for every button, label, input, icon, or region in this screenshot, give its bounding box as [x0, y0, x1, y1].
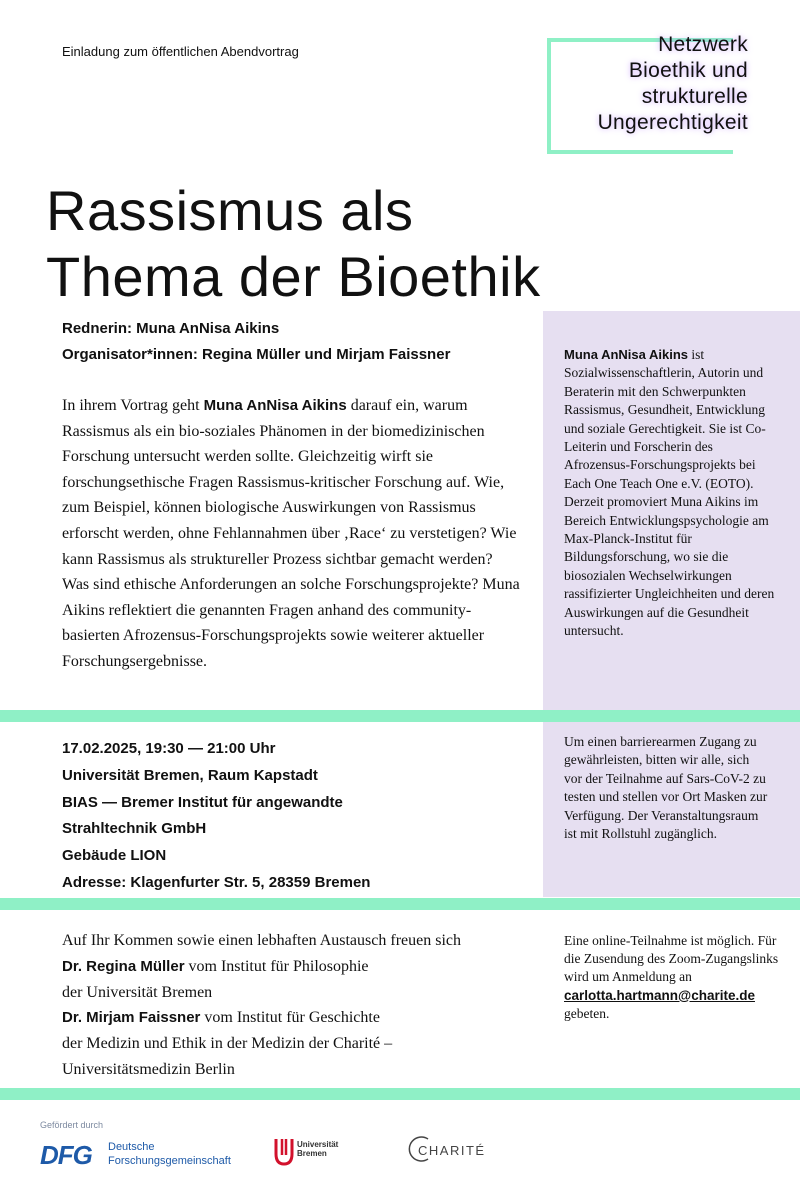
university-bremen-name: [297, 1140, 338, 1158]
network-logo-line: Bioethik und: [628, 59, 748, 82]
host-affiliation: der Universität Bremen: [62, 983, 213, 1001]
host-entry: [62, 1005, 532, 1031]
event-address: Adresse: Klagenfurter Str. 5, 28359 Bremen: [62, 873, 371, 891]
event-institute-cont: Strahltechnik GmbH: [62, 820, 207, 838]
email-link[interactable]: carlotta.hartmann@charite.de: [564, 987, 755, 1003]
university-bremen-icon: [273, 1137, 295, 1167]
dfg-logo: DFG: [40, 1140, 92, 1170]
funded-by-label: Gefördert durch: [40, 1120, 104, 1130]
dfg-name-line: Forschungsgemeinschaft: [108, 1155, 231, 1167]
network-logo-line: Netzwerk: [658, 33, 748, 56]
event-location: Universität Bremen, Raum Kapstadt: [62, 766, 318, 784]
hosts-block: [62, 928, 532, 1083]
hosts-intro: Auf Ihr Kommen sowie einen lebhaften Austausch freuen sich: [62, 932, 461, 949]
invitation-label: Einladung zum öffentlichen Abendvortrag: [62, 44, 299, 59]
host-affiliation: vom Institut für Geschichte: [204, 1009, 380, 1027]
online-suffix: gebeten.: [564, 1005, 610, 1021]
event-details: [62, 736, 370, 897]
host-name: Dr. Regina Müller: [62, 957, 185, 975]
speaker-block: [62, 316, 450, 368]
event-institute: BIAS — Bremer Institut für angewandte: [62, 793, 343, 811]
speaker-line: Rednerin: Muna AnNisa Aikins: [62, 320, 280, 337]
university-name-line: Universität: [297, 1140, 339, 1149]
divider-band: [0, 710, 800, 722]
page-title: [46, 178, 541, 310]
host-affiliation: vom Institut für Philosophie: [188, 957, 369, 975]
title-line: Rassismus als: [46, 178, 414, 242]
event-datetime: 17.02.2025, 19:30 — 21:00 Uhr: [62, 740, 276, 757]
divider-band: [0, 1088, 800, 1100]
abstract-intro: In ihrem Vortrag geht: [62, 397, 200, 414]
bio-name: Muna AnNisa Aikins: [564, 347, 689, 362]
abstract-speaker-name: Muna AnNisa Aikins: [203, 397, 347, 414]
accessibility-note: Um einen barrierearmen Zugang zu gewährleisten, bitten wir alle, sich vor der Teilnahme auf Sars-CoV-2 zu testen und stellen vor Ort Masken zur Verfügung. Der Veranstaltungsraum ist mit Rollstuhl zugänglich.: [564, 734, 768, 842]
network-logo-line: strukturelle: [641, 85, 748, 108]
host-name: Dr. Mirjam Faissner: [62, 1009, 201, 1027]
online-text: Eine online-Teilnahme ist möglich. Für die Zusendung des Zoom-Zugangslinks wird um Anmeldung an: [564, 933, 779, 985]
bio-text: ist Sozialwissenschaftlerin, Autorin und Beraterin mit den Schwerpunkten Rassismus, Gesundheit, Entwicklung und soziale Gerechtigkeit. Sie ist Co-Leiterin und Forscherin des Afrozensus-Forschungsprojekts bei Each One Teach One e.V. (EOTO). Derzeit promoviert Muna Aikins im Bereich Entwicklungspsychologie am Max-Planck-Institut für Bildungsforschung, wo sie die biosozialen Wechselwirkungen rassifizierter Ungleichheiten und deren Auswirkungen auf die Gesundheit untersucht.: [564, 347, 775, 639]
network-logo-line: Ungerechtigkeit: [597, 111, 748, 134]
abstract-text: darauf ein, warum Rassismus als ein bio-soziales Phänomen in der biomedizinischen Forschung untersucht werden sollte. Gleichzeitig wirft sie forschungsethische Fragen Rassismus-kritischer Forschung auf. Wie, zum Beispiel, können biologische Auswirkungen von Rassismus erforscht werden, ohne Fehlannahmen über ‚Race‘ zu verstetigen? Wie kann Rassismus als struktureller Prozess sichtbar gemacht werden? Was sind ethische Anforderungen an solche Forschungsprojekte? Muna Aikins reflektiert die genannten Fragen anhand des community-basierten Afrozensus-Forschungsprojekts sowie weiterer aktueller Forschungsergebnisse.: [62, 397, 520, 670]
title-line: Thema der Bioethik: [46, 244, 541, 308]
organizers-line: Organisator*innen: Regina Müller und Mirjam Faissner: [62, 346, 451, 363]
host-affiliation: Universitätsmedizin Berlin: [62, 1060, 235, 1078]
speaker-bio: [564, 346, 776, 641]
event-building: Gebäude LION: [62, 847, 167, 865]
dfg-name: [108, 1140, 231, 1168]
host-affiliation: der Medizin und Ethik in der Medizin der Charité –: [62, 1035, 393, 1053]
abstract-paragraph: [62, 393, 522, 675]
host-entry: [62, 954, 532, 980]
dfg-name-line: Deutsche: [108, 1141, 155, 1153]
online-participation-note: [564, 932, 779, 1023]
network-logo: [598, 32, 748, 136]
charite-name: CHARITÉ: [418, 1143, 486, 1158]
divider-band: [0, 898, 800, 910]
university-name-line: Bremen: [297, 1149, 327, 1158]
